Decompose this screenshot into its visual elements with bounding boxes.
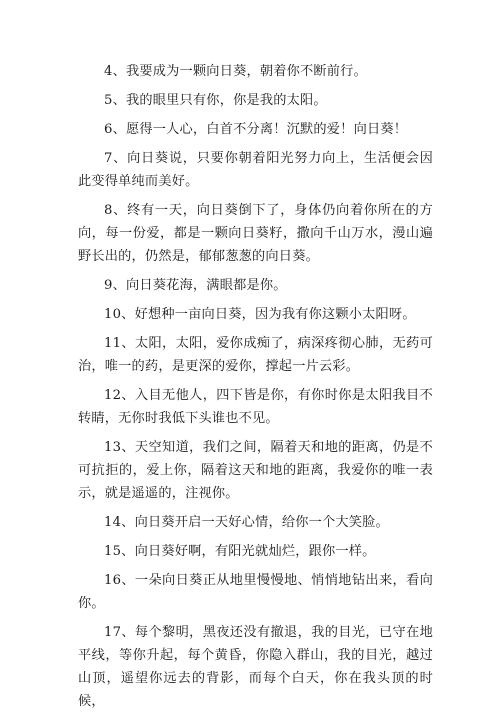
paragraph-7: 7、向日葵说，只要你朝着阳光努力向上，生活便会因此变得单纯而美好。: [78, 151, 433, 189]
paragraph-15: 15、向日葵好啊，有阳光就灿烂，跟你一样。: [104, 544, 376, 559]
paragraph-14: 14、向日葵开启一天好心情，给你一个大笑脸。: [104, 515, 389, 530]
paragraph-17: 17、每个黎明，黑夜还没有撤退，我的目光，已守在地平线，等你升起，每个黄昏，你隐入群山，我的目光，越过山顶，遥望你远去的背影，而每个白天，你在我头顶的时候，: [78, 625, 433, 709]
paragraph-12: 12、入目无他人，四下皆是你，有你时你是太阳我目不转睛，无你时我低下头谁也不见。: [78, 388, 433, 426]
paragraph-11: 11、太阳，太阳，爱你成痴了，病深疼彻心肺，无药可治，唯一的药，是更深的爱你，撑起一片云彩。: [78, 336, 433, 374]
paragraph-4: 4、我要成为一颗向日葵，朝着你不断前行。: [104, 64, 367, 79]
paragraph-8: 8、终有一天，向日葵倒下了，身体仍向着你所在的方向，每一份爱，都是一颗向日葵籽，撒向千山万水，漫山遍野长出的，仍然是，郁郁葱葱的向日葵。: [78, 203, 433, 264]
paragraph-9: 9、向日葵花海，满眼都是你。: [104, 278, 287, 293]
paragraph-16: 16、一朵向日葵正从地里慢慢地、悄悄地钻出来，看向你。: [78, 573, 433, 611]
paragraph-6: 6、愿得一人心，白首不分离！沉默的爱！向日葵！: [104, 122, 408, 137]
paragraph-13: 13、天空知道，我们之间，隔着天和地的距离，仍是不可抗拒的，爱上你，隔着这天和地的距离，我爱你的唯一表示，就是遥遥的，注视你。: [78, 440, 433, 501]
paragraph-10: 10、好想种一亩向日葵，因为我有你这颗小太阳呀。: [104, 307, 416, 322]
document-body: [78, 60, 433, 719]
paragraph-5: 5、我的眼里只有你，你是我的太阳。: [104, 93, 327, 108]
